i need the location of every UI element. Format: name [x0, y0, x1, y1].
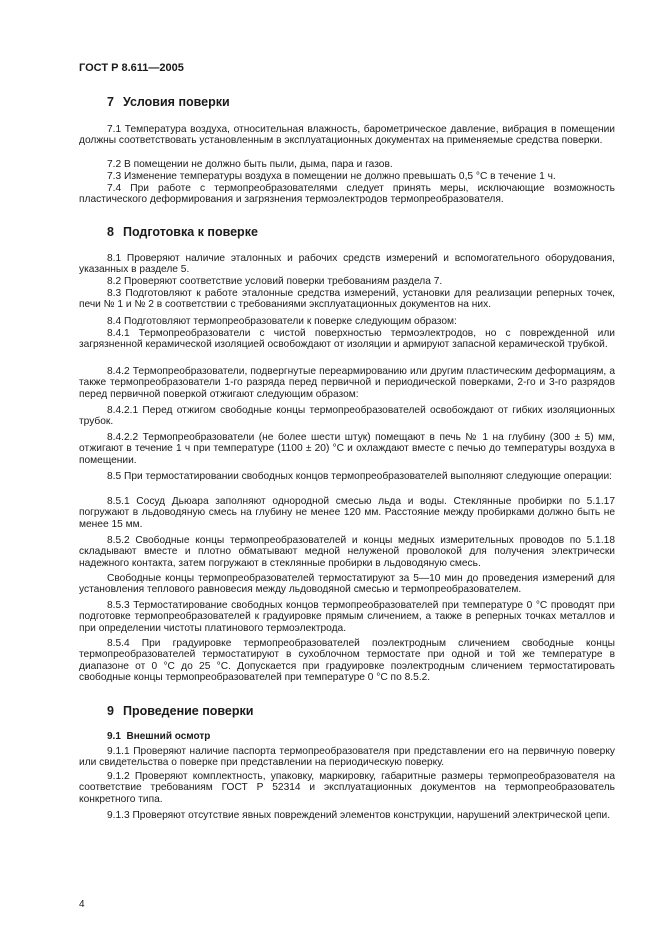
section-number: 7	[107, 95, 114, 109]
paragraph-7-1: 7.1 Температура воздуха, относительная влажность, барометрическое давление, вибрация в помещении должны соответствовать установленным в эксплуатационных документах на применяемые средства поверки.	[79, 124, 615, 147]
paragraph-9-1-3: 9.1.3 Проверяют отсутствие явных повреждений элементов конструкции, нарушений электрической цепи.	[107, 810, 611, 821]
section-title: Подготовка к поверке	[122, 225, 258, 239]
paragraph-8-4-2-2: 8.4.2.2 Термопреобразователи (не более шести штук) помещают в печь № 1 на глубину (300 ± 5) мм, отжигают в течение 1 ч при температуре (1100 ± 20) °С и охлаждают вместе с печью до температуры воздуха в помещении.	[79, 432, 615, 466]
section-title: Проведение поверки	[122, 704, 254, 718]
paragraph-7-3: 7.3 Изменение температуры воздуха в помещении не должно превышать 0,5 °С в течение 1 ч.	[107, 171, 556, 182]
paragraph-8-4-1: 8.4.1 Термопреобразователи с чистой поверхностью термоэлектродов, но с поврежденной или загрязненной керамической изоляцией освобождают от изоляции и армируют запасной керамической трубкой.	[79, 328, 615, 351]
paragraph-8-5-4: 8.5.4 При градуировке термопреобразователей поэлектродным сличением свободные концы термопреобразователей термостатируют в сухоблочном термостате при одной и той же температуре в диапазоне от 0 °С до 25 °С. Допускается при градуировке поэлектродным сличением термостатировать свободные концы термопреобразователей при температуре 0 °С по 8.5.2.	[79, 638, 615, 684]
paragraph-8-5: 8.5 При термостатировании свободных концов термопреобразователей выполняют следующие операции:	[107, 471, 613, 482]
paragraph-9-1-2: 9.1.2 Проверяют комплектность, упаковку, маркировку, габаритные размеры термопреобразователя на соответствие требованиям ГОСТ Р 52314 и эксплуатационных документов на термопреобразователь конкретного типа.	[79, 771, 615, 805]
paragraph-8-5-3: 8.5.3 Термостатирование свободных концов термопреобразователей при температуре 0 °С проводят при подготовке термопреобразователей к градуировке прямым сличением, а также в реперных точках металлов и при определении чистоты платинового термоэлектрода.	[79, 600, 615, 634]
paragraph-8-1: 8.1 Проверяют наличие эталонных и рабочих средств измерений и вспомогательного оборудования, указанных в разделе 5.	[79, 253, 615, 276]
page-number: 4	[79, 899, 85, 910]
paragraph-7-4: 7.4 При работе с термопреобразователями следует принять меры, исключающие возможность пластического деформирования и загрязнения термоэлектродов термопреобразователя.	[79, 183, 615, 206]
subsection-number: 9.1	[107, 731, 121, 742]
paragraph-8-5-2: 8.5.2 Свободные концы термопреобразователей и концы медных измерительных проводов по 5.1.18 складывают вместе и плотно обматывают медной нелуженой проволокой для получения электрически надежного контакта, затем погружают в стеклянные пробирки в льдоводяную смесь.	[79, 535, 615, 569]
subsection-title: Внешний осмотр	[126, 731, 211, 742]
section-title: Условия поверки	[122, 95, 230, 109]
section-8-heading	[107, 225, 258, 239]
paragraph-8-4: 8.4 Подготовляют термопреобразователи к поверке следующим образом:	[107, 316, 457, 327]
paragraph-8-2: 8.2 Проверяют соответствие условий поверки требованиям раздела 7.	[107, 276, 443, 287]
section-7-heading	[107, 95, 230, 109]
paragraph-8-5-2-cont: Свободные концы термопреобразователей термостатируют за 5—10 мин до проведения измерений для установления теплового равновесия между льдоводяной смесью и термопреобразователем.	[79, 573, 615, 596]
standard-code: ГОСТ Р 8.611—2005	[79, 62, 184, 74]
paragraph-7-2: 7.2 В помещении не должно быть пыли, дыма, пара и газов.	[107, 159, 393, 170]
section-number: 9	[107, 704, 114, 718]
section-9-heading	[107, 704, 253, 718]
paragraph-9-1-1: 9.1.1 Проверяют наличие паспорта термопреобразователя при представлении его на первичную поверку или свидетельства о поверке при представлении на периодическую поверку.	[79, 746, 615, 769]
subsection-9-1-heading	[107, 731, 210, 742]
paragraph-8-5-1: 8.5.1 Сосуд Дьюара заполняют однородной смесью льда и воды. Стеклянные пробирки по 5.1.17 погружают в льдоводяную смесь на глубину не менее 120 мм. Расстояние между пробирками должно быть не менее 15 мм.	[79, 496, 615, 530]
paragraph-8-4-2-1: 8.4.2.1 Перед отжигом свободные концы термопреобразователей освобождают от гибких изоляционных трубок.	[79, 405, 615, 428]
paragraph-8-3: 8.3 Подготовляют к работе эталонные средства измерений, установки для реализации реперных точек, печи № 1 и № 2 в соответствии с требованиями эксплуатационных документов на них.	[79, 288, 615, 311]
section-number: 8	[107, 225, 114, 239]
paragraph-8-4-2: 8.4.2 Термопреобразователи, подвергнутые переармированию или другим пластическим деформациям, а также термопреобразователи 1-го разряда перед первичной и периодической поверками, 2-го и 3-го разрядов перед первичной поверкой отжигают следующим образом:	[79, 366, 615, 400]
